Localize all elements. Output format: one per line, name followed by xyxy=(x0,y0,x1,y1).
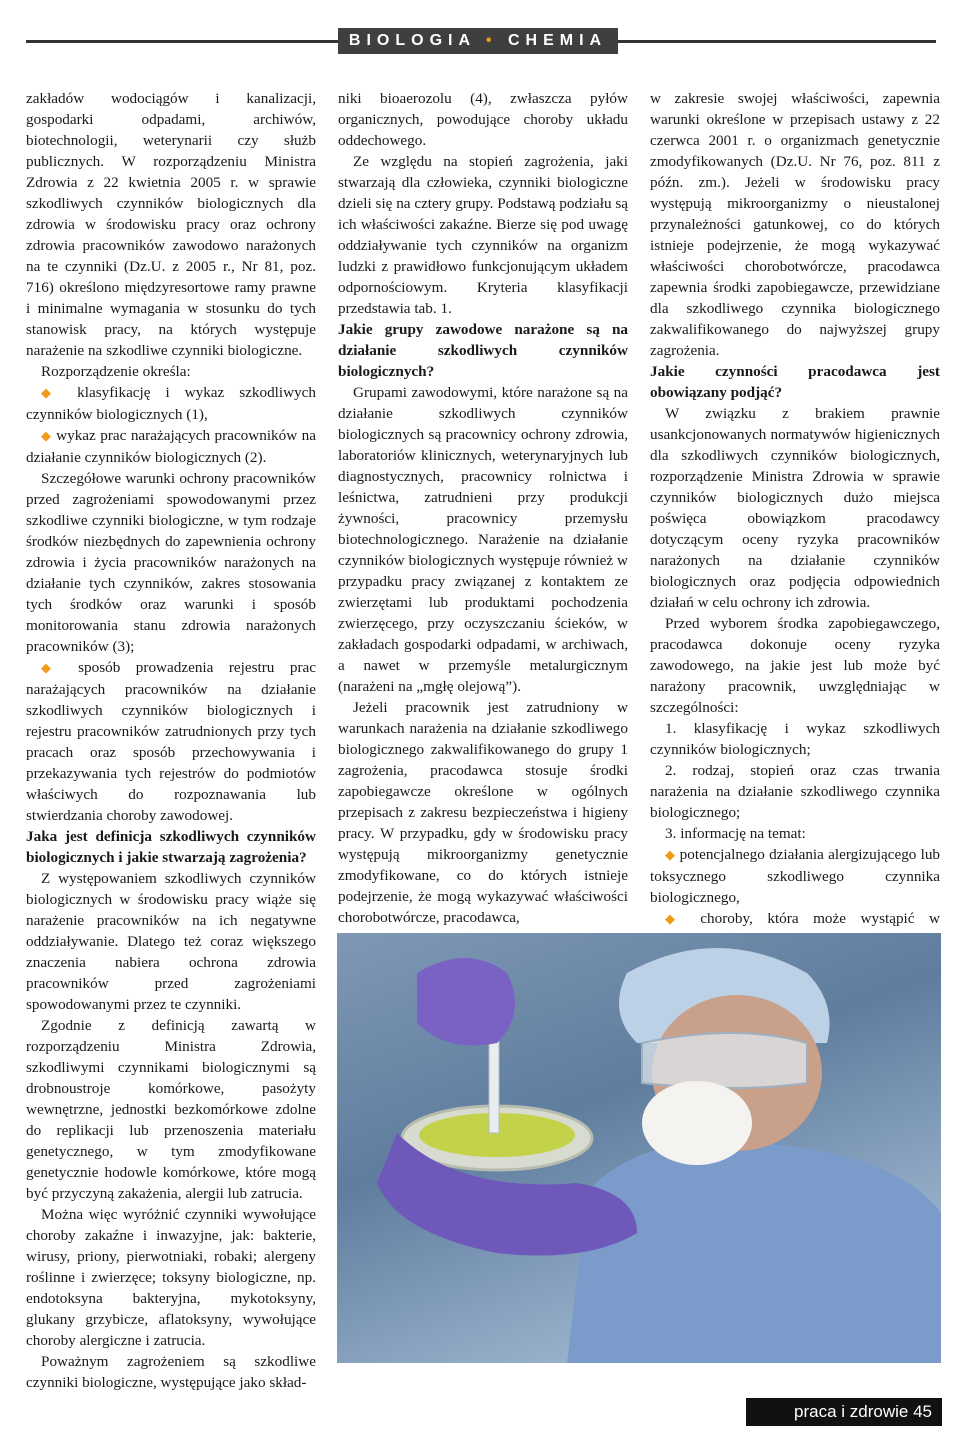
numbered-item: 1. klasyfikację i wykaz szkodliwych czynników biologicznych; xyxy=(650,720,940,758)
gloved-hand-upper-shape xyxy=(417,958,515,1046)
footer-bar xyxy=(746,1398,942,1426)
bullet-item xyxy=(26,425,316,468)
bullet-text: klasyfikację i wykaz szkodliwych czynników biologicznych (1), xyxy=(26,384,317,423)
paragraph: Można więc wyróżnić czynniki wywołujące choroby zakaźne i inwazyjne, jak: bakterie, wirusy, priony, pierwotniaki, robaki; alergeny roślinne i zwierzęce; toksyny biologiczne, np. endotoksyna bakteryjna, mykotoksyny, glukany grzybicze, aflatoksyny, wywołujące choroby alergiczne i zatrucia. xyxy=(26,1206,316,1349)
text-column-3 xyxy=(650,88,940,951)
face-mask-shape xyxy=(642,1081,752,1165)
paragraph: zakładów wodociągów i kanalizacji, gospodarki odpadami, archiwów, biotechnologii, weterynarii czy służb publicznych. W rozporządzeniu Ministra Zdrowia z 22 kwietnia 2005 r. w sprawie szkodliwych czynników biologicznych dla zdrowia w środowisku pracy oraz ochrony zdrowia pracowników zawodowo narażonych na te czynniki (Dz.U. z 2005 r., Nr 81, poz. 716) określono międzyresortowe ramy prawne i minimalne wymagania w stosunku do tych stanowisk pracy, na których występuje narażenie na szkodliwe czynniki biologiczne. xyxy=(26,90,316,359)
paragraph: niki bioaerozolu (4), zwłaszcza pyłów organicznych, powodujące choroby układu oddechowego. xyxy=(338,90,628,149)
diamond-bullet-icon: ◆ xyxy=(665,912,686,927)
diamond-bullet-icon: ◆ xyxy=(41,386,63,401)
section-question: Jakie grupy zawodowe narażone są na działanie szkodliwych czynników biologicznych? xyxy=(338,321,628,380)
paragraph: Rozporządzenie określa: xyxy=(41,363,191,380)
paragraph: Zgodnie z definicją zawartą w rozporządzeniu Ministra Zdrowia, szkodliwymi czynnikami biologicznymi są drobnoustroje komórkowe, pasożyty wewnętrzne, jednostki bezkomórkowe zdolne do replikacji lub przenoszenia materiału genetycznego, w tym zmodyfikowane genetycznie hodowle komórkowe, które mogą być przyczyną zakażenia, alergii lub zatrucia. xyxy=(26,1017,316,1202)
lab-scientist-photo xyxy=(337,933,941,1363)
bullet-text: potencjalnego działania alergizującego lub toksycznego szkodliwego czynnika biologicznego, xyxy=(650,846,941,906)
paragraph: Z występowaniem szkodliwych czynników biologicznych w środowisku pracy wiąże się narażenie pracowników na ich negatywne oddziaływanie. Dlatego też coraz większego znaczenia nabiera ochrona zdrowia pracowników przed zagrożeniami spowodowanymi przez te czynniki. xyxy=(26,870,316,1013)
paragraph: Jeżeli pracownik jest zatrudniony w warunkach narażenia na działanie szkodliwego biologicznego zakwalifikowanego do grupy 1 zagrożenia, pracodawca stosuje środki zapobiegawcze określone w ogólnych przepisach z zakresu bezpieczeństwa i higieny pracy. W przypadku, gdy w środowisku pracy występują mikroorganizmy genetycznie zmodyfikowane, co do których istnieje podejrzenie, że mogą wykazywać właściwości chorobotwórcze, pracodawca, xyxy=(338,699,628,926)
numbered-item: 2. rodzaj, stopień oraz czas trwania narażenia na działanie szkodliwego czynnika biologicznego; xyxy=(650,762,940,821)
paragraph: Grupami zawodowymi, które narażone są na działanie szkodliwych czynników biologicznych są pracownicy ochrony zdrowia, laboratoriów klinicznych, weterynaryjnych lub diagnostycznych, pracownicy rolnictwa i leśnictwa, zatrudnieni przy produkcji żywności, pracownicy przemysłu biotechnologicznego. Narażenie na działanie czynników biologicznych występuje również w przypadku pracy związanej z kontaktem ze zwierzętami lub produktami pochodzenia zwierzęcego, przy oczyszczaniu ścieków, w zakładach gospodarki odpadami, w archiwach, a nawet w przemyśle metalurgicznym (narażeni na „mgłę olejową”). xyxy=(338,384,628,695)
section-question: Jaka jest definicja szkodliwych czynników biologicznych i jakie stwarzają zagrożenia? xyxy=(26,828,316,866)
diamond-bullet-icon: ◆ xyxy=(665,848,676,863)
text-column-2 xyxy=(338,88,628,928)
diamond-bullet-icon: ◆ xyxy=(41,661,63,676)
diamond-bullet-icon: ◆ xyxy=(41,429,52,444)
bullet-text: sposób prowadzenia rejestru prac narażających pracowników na działanie szkodliwych czynników biologicznych i rejestru pracowników zatrudnionych przy tych pracach oraz sposób przechowywania i przekazywania tych rejestrów do podmiotów właściwych do rozpoznawania lub stwierdzania choroby zawodowej. xyxy=(26,659,316,824)
lab-scientist-illustration xyxy=(337,933,941,1363)
safety-goggles-shape xyxy=(642,1033,807,1088)
bullet-item xyxy=(26,657,316,826)
bullet-item xyxy=(26,382,316,425)
bullet-item xyxy=(650,844,940,908)
text-column-1 xyxy=(26,88,316,1393)
section-separator-dot: • xyxy=(485,32,498,49)
paragraph: Poważnym zagrożeniem są szkodliwe czynniki biologiczne, występujące jako skład- xyxy=(26,1353,316,1391)
section-header xyxy=(338,28,618,54)
magazine-title: praca i zdrowie xyxy=(794,1402,909,1421)
bullet-text: wykaz prac narażających pracowników na działanie czynników biologicznych (2). xyxy=(26,427,317,466)
section-label-chemia: CHEMIA xyxy=(507,32,608,49)
paragraph: w zakresie swojej właściwości, zapewnia warunki określone w przepisach ustawy z 22 czerwca 2001 r. o organizmach genetycznie zmodyfikowanych (Dz.U. Nr 76, poz. 811 z późn. zm.). Jeżeli w środowisku pracy występują mikroorganizmy o nieustalonej przynależności gatunkowej, co do których istnieje podejrzenie, że mogą wykazywać właściwości chorobotwórcze, pracodawca zapewnia środki zapobiegawcze, przewidziane dla szkodliwego czynnika biologicznego zakwalifikowanego do najwyższej grupy zagrożenia. xyxy=(650,90,940,359)
paragraph: Przed wyborem środka zapobiegawczego, pracodawca dokonuje oceny ryzyka zawodowego, na jakie jest lub może być narażony pracownik, uwzględniając w szczególności: xyxy=(650,615,940,716)
lab-coat-shape xyxy=(567,1142,941,1363)
numbered-item: 3. informację na temat: xyxy=(665,825,806,842)
bullet-text: choroby, która może wystąpić w xyxy=(700,910,940,927)
section-label-biologia: BIOLOGIA xyxy=(348,32,476,49)
section-question: Jakie czynności pracodawca jest obowiązany podjąć? xyxy=(650,363,940,401)
paragraph: Szczegółowe warunki ochrony pracowników przed zagrożeniami spowodowanymi przez szkodliwe czynniki biologiczne, w tym rodzaje środków niezbędnych do zapewnienia ochrony zdrowia i życia pracowników narażonych na działanie tych czynników, zakres stosowania tych środków oraz warunki i sposób monitorowania stanu zdrowia narażonych pracowników (3); xyxy=(26,470,316,655)
page-number: 45 xyxy=(913,1402,932,1421)
paragraph: Ze względu na stopień zagrożenia, jaki stwarzają dla człowieka, czynniki biologiczne dzieli się na cztery grupy. Podstawą podziału są ich właściwości zakaźne. Bierze się pod uwagę oddziaływanie tych czynników na organizm ludzki z prawidłowo funkcjonującym układem odpornościowym. Kryteria klasyfikacji przedstawia tab. 1. xyxy=(338,153,629,317)
paragraph: W związku z brakiem prawnie usankcjonowanych normatywów higienicznych dla szkodliwych czynników biologicznych, rozporządzenie Ministra Zdrowia w sprawie czynników biologicznych dużo miejsca poświęca obowiązkom pracodawcy dotyczącym oceny ryzyka pracowników narażonych na działanie czynników biologicznych oraz podjęcia odpowiednich działań w celu ochrony ich zdrowia. xyxy=(650,405,940,611)
